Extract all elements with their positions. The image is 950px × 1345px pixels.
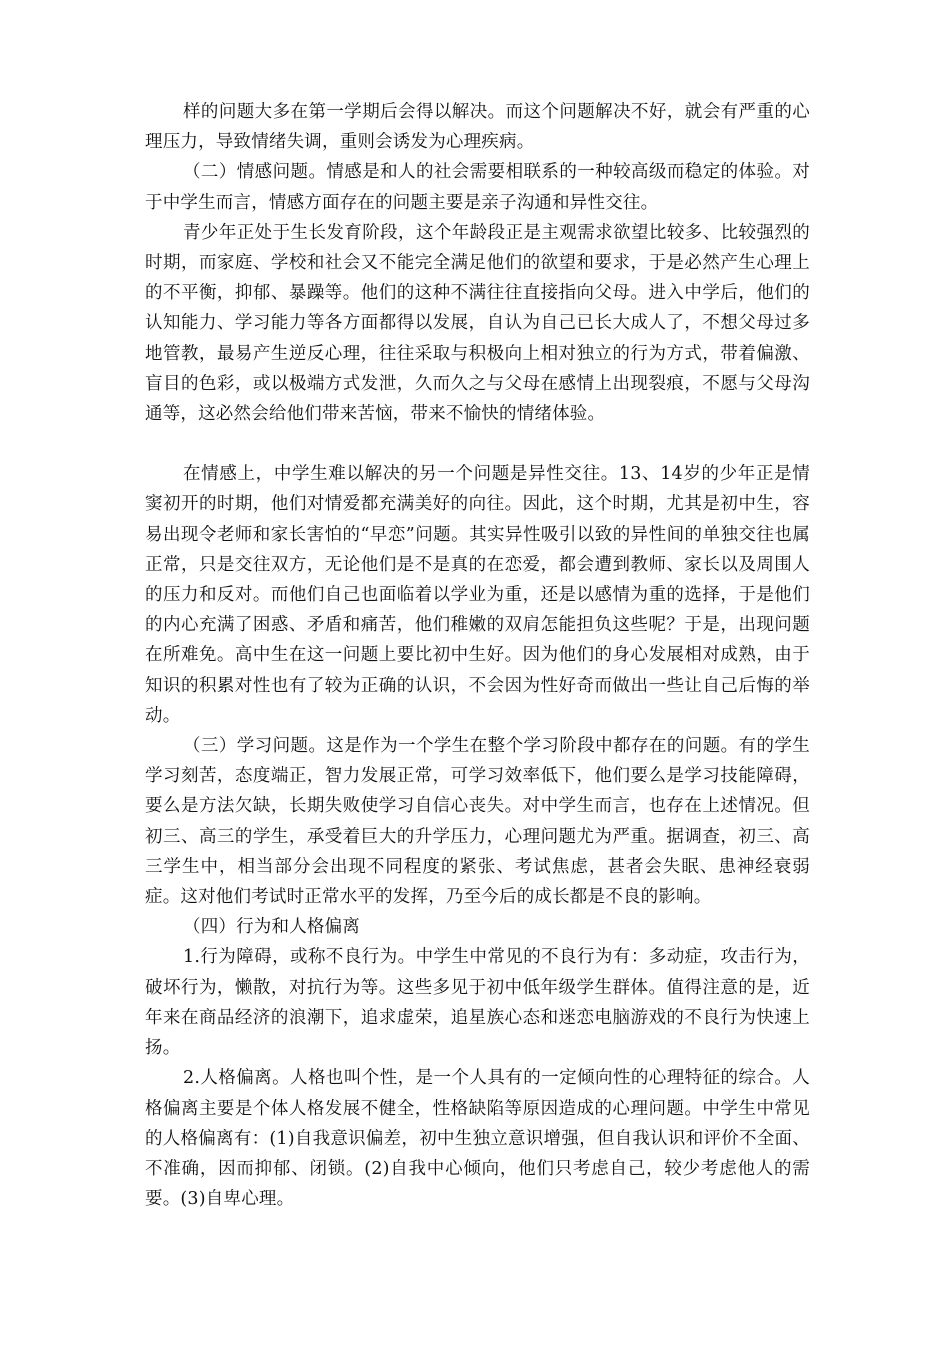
paragraph: 青少年正处于生长发育阶段，这个年龄段正是主观需求欲望比较多、比较强烈的时期，而家庭、学校和社会又不能完全满足他们的欲望和要求，于是必然产生心理上的不平衡，抑郁、暴躁等。他们的这种不满往往直接指向父母。进入中学后，他们的认知能力、学习能力等各方面都得以发展，自认为自己已长大成人了，不想父母过多地管教，最易产生逆反心理，往往采取与积极向上相对独立的行为方式，带着偏激、盲目的色彩，或以极端方式发泄，久而久之与父母在感情上出现裂痕，不愿与父母沟通等，这必然会给他们带来苦恼，带来不愉快的情绪体验。 <box>145 222 810 425</box>
paragraph: 1.行为障碍，或称不良行为。中学生中常见的不良行为有：多动症，攻击行为，破坏行为，懒散，对抗行为等。这些多见于初中低年级学生群体。值得注意的是，近年来在商品经济的浪潮下，追求虚荣，追星族心态和迷恋电脑游戏的不良行为快速上扬。 <box>145 947 810 1059</box>
section-heading: （四）行为和人格偏离 <box>183 917 360 938</box>
paragraph: （三）学习问题。这是作为一个学生在整个学习阶段中都存在的问题。有的学生学习刻苦，态度端正，智力发展正常，可学习效率低下，他们要么是学习技能障碍，要么是方法欠缺，长期失败使学习自信心丧失。对中学生而言，也存在上述情况。但初三、高三的学生，承受着巨大的升学压力，心理问题尤为严重。据调查，初三、高三学生中，相当部分会出现不同程度的紧张、考试焦虑，甚者会失眠、患神经衰弱症。这对他们考试时正常水平的发挥，乃至今后的成长都是不良的影响。 <box>145 736 810 908</box>
paragraph: 2.人格偏离。人格也叫个性，是一个人具有的一定倾向性的心理特征的综合。人格偏离主要是个体人格发展不健全，性格缺陷等原因造成的心理问题。中学生中常见的人格偏离有：(1)自我意识偏差，初中生独立意识增强，但自我认识和评价不全面、不准确，因而抑郁、闭锁。(2)自我中心倾向，他们只考虑自己，较少考虑他人的需要。(3)自卑心理。 <box>145 1068 810 1210</box>
paragraph: 样的问题大多在第一学期后会得以解决。而这个问题解决不好，就会有严重的心理压力，导致情绪失调，重则会诱发为心理疾病。 <box>145 102 810 153</box>
paragraph: （二）情感问题。情感是和人的社会需要相联系的一种较高级而稳定的体验。对于中学生而言，情感方面存在的问题主要是亲子沟通和异性交往。 <box>145 162 810 213</box>
document-body <box>145 97 810 1214</box>
paragraph-spacer <box>145 429 810 459</box>
paragraph: 在情感上，中学生难以解决的另一个问题是异性交往。13、14岁的少年正是情窦初开的时期，他们对情爱都充满美好的向往。因此，这个时期，尤其是初中生，容易出现令老师和家长害怕的“早恋”问题。其实异性吸引以致的异性间的单独交往也属正常，只是交往双方，无论他们是不是真的在恋爱，都会遭到教师、家长以及周围人的压力和反对。而他们自己也面临着以学业为重，还是以感情为重的选择，于是他们的内心充满了困惑、矛盾和痛苦，他们稚嫩的双肩怎能担负这些呢？于是，出现问题在所难免。高中生在这一问题上要比初中生好。因为他们的身心发展相对成熟，由于知识的积累对性也有了较为正确的认识，不会因为性好奇而做出一些让自己后悔的举动。 <box>145 464 810 726</box>
